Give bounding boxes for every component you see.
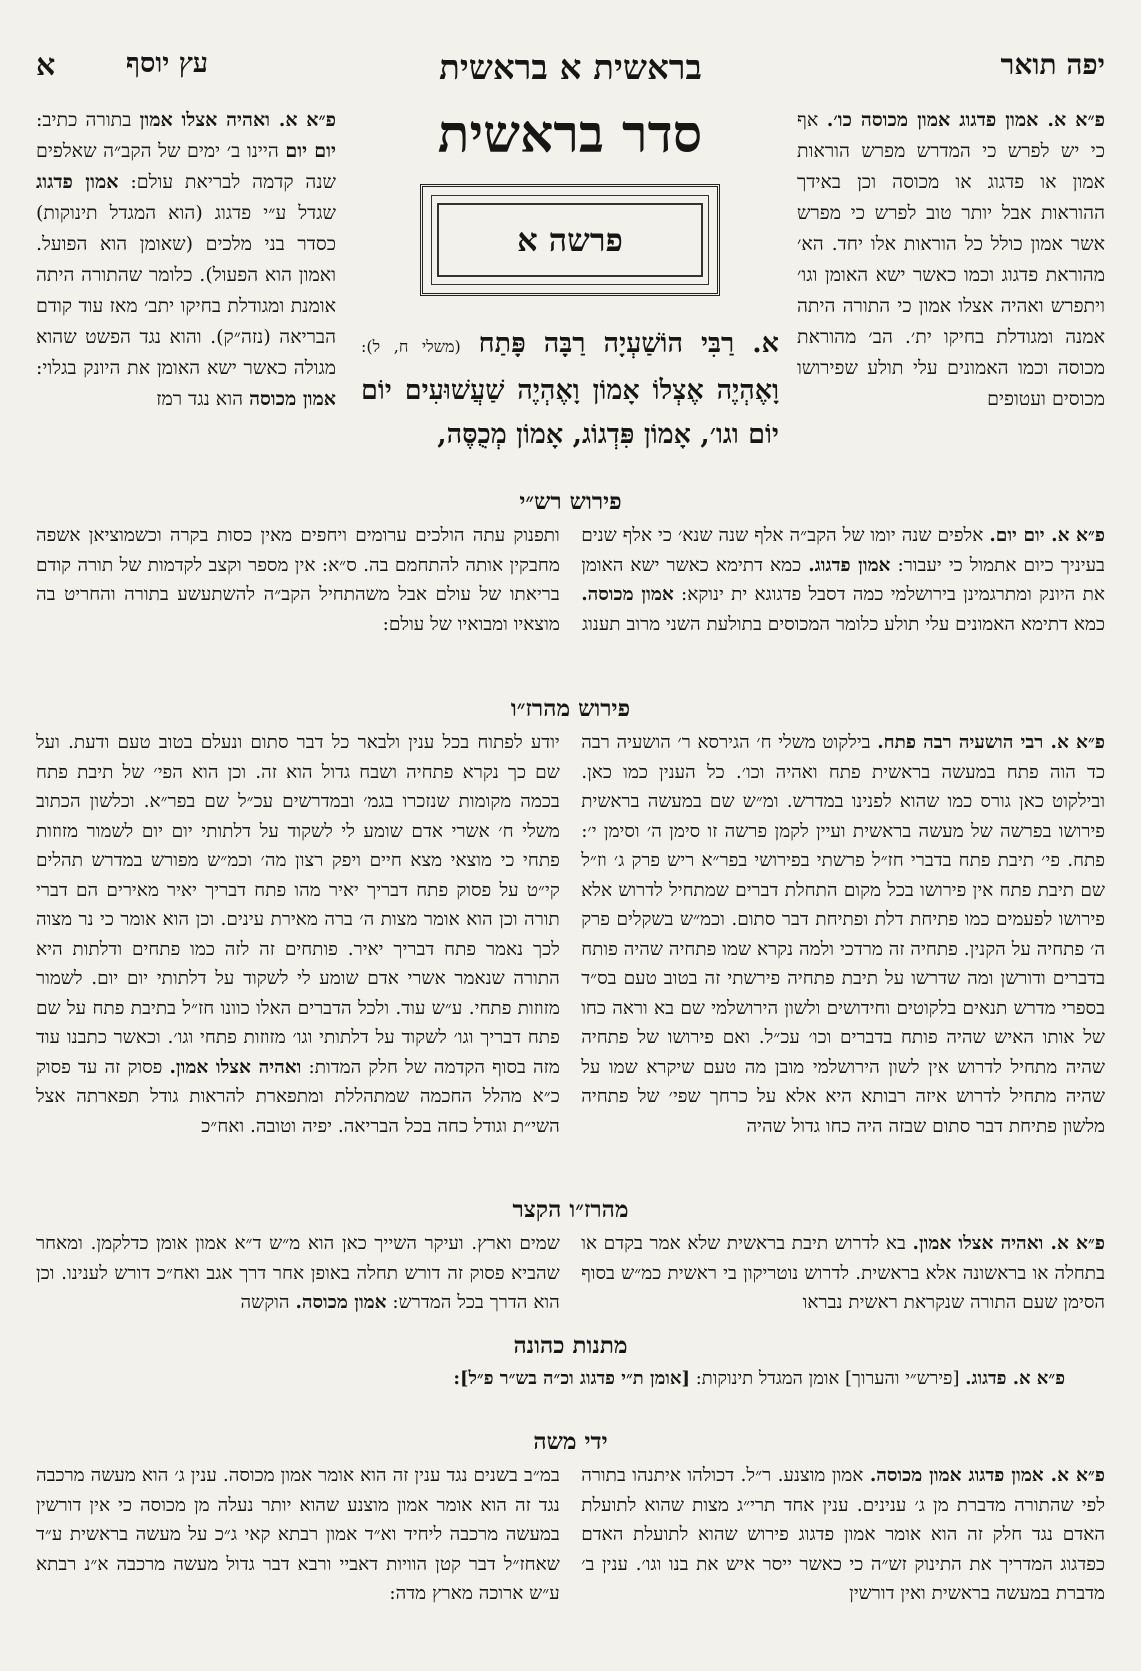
- maharzu-text: יודע לפתוח בכל ענין ולבאר כל דבר סתום ונעלם בטוב טעם ודעת. ועל שם כך נקרא פתחיה ושבח גדול הוא זה. וכן הוא הפי׳ של תיבת פתח בכמה מקומות שנזכרו בגמ׳ ובמדרשים עכ״ל שם בפר״א. וכלשון הכתוב משלי ח׳ אשרי אדם שומע לי לשקוד על דלתותי יום יום לשמור מזוזות פתחי כי מוצאי מצא חיים ויפק רצון מה׳ וכמ״ש מפורש במדרש תהלים קי״ט על פסוק פתח דבריך יאיר מהו פתח דבריך יאיר מאירים הם דברי תורה וכן הוא אומר מצות ה׳ ברה מאירת עינים. וכן הוא אומר כי נר מצוה לכך נאמר פתח דבריך יאיר. פותחים זה לזה כמו פתחים ודלתות היא התורה שנאמר אשרי אדם שומע לי לשקוד על דלתותי יום יום. לשמור מזוזות פתחי. ע״ש עוד. ולכל הדברים האלו כוונו חז״ל בתיבת פתח על שם פתח דבריך וגו׳ לשקוד על דלתותי וגו׳ מזוזות פתחי וגו׳. וכאשר כתבנו עוד מזה בסוף הקדמה של חלק המדות:: [36, 732, 560, 1078]
- rashi-heading: אמון מכוסה.: [581, 584, 674, 605]
- header-etz-yosef: עץ יוסף: [126, 48, 209, 79]
- maharzu-heading: ואהיה אצלו אמון.: [169, 1056, 302, 1078]
- maharzu-right-column: [581, 728, 1105, 1141]
- maharzu-katzar-section: [36, 1195, 1105, 1318]
- yedei-moshe-text: אמון מוצנע. ר״ל. דכולהו איתנהו בתורה לפי שהתורה מדברת מן ג׳ ענינים. ענין אחד תרי״ג מצות שהוא לתועלת האדם נגד חלק זה הוא אומר אמון פדגוג פירוש שהוא לתועלת האדם כפדגוג המדריך את התינוק זש״ה כי כאשר ייסר איש את בנו וגו׳. ענין ב׳ מדברת במעשה בראשית ואין דורשין: [581, 1465, 1105, 1604]
- maharzu-title: פירוש מהרז״ו: [510, 695, 631, 722]
- parasha-title: פרשה א: [437, 203, 703, 277]
- maharzu-section: [36, 694, 1105, 1141]
- yedei-moshe-text: במ״ב בשנים נגד ענין זה הוא אומר אמון מכוסה. ענין ג׳ הוא מעשה מרכבה נגד זה הוא אומר אמון מוצנע שהוא יותר נעלה מן מכוסה כי אין דורשין במעשה מרכבה ליחיד וא״ד אמון רבתא קאי ג״כ על מעשה בראשית ע״ד שאחז״ל דבר קטן הוויות דאביי ורבא דבר גדול מעשה מרכבה א״נ רבתא ע״ש ארוכה מארץ מדה:: [36, 1465, 560, 1604]
- rashi-lead: פ״א א. יום יום.: [989, 525, 1105, 546]
- rashi-text: ותפנוק עתה הולכים ערומים ויחפים מאין כסות בקרה וכשמוציאן אשפה מחבקין אותה להתחמם בה. ס״א: אין מספר וקצב לקדמות של תורה קודם בריאתו של עולם אבל משהתחיל הקב״ה להשתעשע בתורה והחריט בה מוצאיו ומבואיו של עולם:: [36, 525, 560, 635]
- etz-yosef-text: הוא נגד רמז: [156, 388, 244, 410]
- yefe-toar-lead: פ״א א. אמון פדגוג אמון מכוסה כו׳.: [826, 109, 1106, 131]
- yedei-moshe-left-column: [36, 1461, 560, 1609]
- etz-yosef-text: בתורה כתיב:: [36, 109, 132, 131]
- midrash-body: וָאֶהְיֶה אֶצְלוֹ אָמוֹן וָאֶהְיֶה שַׁעֲשׁוּעִים יוֹם יוֹם וגו׳, אָמוֹן פִּדְגוֹג, אָמוֹן מְכֻסֶּה,: [361, 375, 779, 450]
- matnot-kehuna-body: [פירש״י והערוך] אומן המגדל תינוקות:: [695, 1368, 960, 1389]
- etz-yosef-column: [36, 105, 336, 415]
- maharzu-katzar-text: בא לדרוש תיבת בראשית שלא אמר בקדם או בתחלה או בראשונה אלא בראשית. לדרוש נוטריקון בי ראשית כמ״ש בסוף הסימן שעם התורה שנקראת ראשית נבראו: [581, 1233, 1105, 1313]
- midrash-lead: א. רַבִּי הוֹשַׁעְיָה רַבָּה פָּתַח: [478, 328, 779, 359]
- matnot-kehuna-title: מתנות כהונה: [513, 1332, 628, 1359]
- yedei-moshe-right-column: [581, 1461, 1105, 1609]
- etz-yosef-heading: אמון מכוסה: [249, 388, 336, 410]
- etz-yosef-lead: פ״א א. ואהיה אצלו אמון: [139, 109, 337, 131]
- rashi-text: כמא דתימא כאשר ישא האומן את היונק ומתרגמינן בירושלמי כמה דסבל פדגוגא ית ינוקא:: [581, 554, 1105, 605]
- maharzu-katzar-text: שמים וארץ. ועיקר השייך כאן הוא מ״ש ד״א אמון אומן כדלקמן. ומאחר שהביא פסוק זה דורש תחלה באופן אחר דרך אגב ואח״כ דורש לענינו. וכן הוא הדרך בכל המדרש:: [36, 1233, 560, 1313]
- maharzu-katzar-title: מהרז״ו הקצר: [512, 1196, 629, 1223]
- rashi-section: [36, 487, 1105, 639]
- matnot-kehuna-section: [36, 1331, 1105, 1393]
- matnot-kehuna-note: [אומן ת״י פדגוג וכ״ה בש״ר פ״ל]:: [453, 1368, 690, 1389]
- rashi-right-column: [581, 521, 1105, 639]
- maharzu-left-column: [36, 728, 560, 1141]
- maharzu-text: בילקוט משלי ח׳ הגירסא ר׳ הושעיה רבה כד הוה פתח במעשה בראשית פתח ואהיה וכו׳. כל הענין כמו כאן. ובילקוט כאן גורס כמו שהוא לפנינו במדרש. ומ״ש שם במעשה בראשית פירושו בפרשה של מעשה בראשית ועיין לקמן פרשה זו סימן ה׳ וסימן י׳: פתח. פי׳ תיבת פתח בדברי חז״ל פרשתי בפירושי בפר״א ריש פרק ג׳ וז״ל שם תיבת פתח אין פירושו בכל מקום התחלת דברים שמתחיל לדרוש אלא פירושו לפעמים כמו פתיחת דלת ופתיחת דבר סתום. וכמ״ש בשקלים פרק ה׳ פתחיה על הקנין. פתחיה זה מרדכי ולמה נקרא שמו פתחיה שהיה פותח בדברים ודורשן ומה שדרשו על תיבת פתחיה פירשתי זה בטוב טעם בס״ד בספרי מדרש תנאים בלקוטים וחידושים ולשון הירושלמי שם בא וראה כחו של אותו האיש שהיה פותח בדברים וכו׳ עכ״ל. ואם פירושו של פתחיה שהיה מתחיל לדרוש אין לשון הירושלמי מובן מה טעם שיקרא שמו על שהיה מתחיל לדרוש איזה רבותא היא אלא על כרחך שפי׳ של פתחיה מלשון פתיחת דבר סתום שבזה היה כחו גדול שהיה: [581, 732, 1105, 1137]
- etz-yosef-heading: אמון פדגוג: [36, 171, 119, 193]
- etz-yosef-heading: יום יום: [285, 140, 336, 162]
- maharzu-katzar-lead: פ״א א. ואהיה אצלו אמון.: [912, 1233, 1105, 1254]
- yedei-moshe-section: [36, 1427, 1105, 1609]
- yefe-toar-text: אף כי יש לפרש כי המדרש מפרש הוראות אמון או פדגוג או מכוסה וכן באידך ההוראות אבל יותר טוב לפרש כי מפרש אשר אמון כולל כל הוראות אלו יחד. הא׳ מהוראת פדגוג וכמו כאשר ישא האומן וגו׳ ויתפרש ואהיה אצלו אמון כי התורה היתה אמנה ומגודלת בחיקו ית׳. הב׳ מהוראת מכוסה וכמו האמונים עלי תולע שפירושו מכוסים ועטופים: [797, 109, 1105, 410]
- rashi-text: אלפים שנה יומו של הקב״ה אלף שנה שנא׳ כי אלף שנים בעיניך כיום אתמול כי יעבור:: [581, 525, 1105, 576]
- rashi-heading: אמון פדגוג.: [808, 554, 891, 576]
- matnot-kehuna-text: [36, 1365, 1105, 1393]
- header-book-title: בראשית א בראשית: [439, 48, 702, 88]
- parasha-frame: [420, 184, 720, 296]
- maharzu-lead: פ״א א. רבי הושעיה רבה פתח.: [877, 732, 1105, 753]
- etz-yosef-text: היינו ב׳ ימים של הקב״ה שאלפים שנה קדמה לבריאת עולם:: [36, 140, 336, 193]
- yefe-toar-column: [797, 105, 1105, 415]
- matnot-kehuna-lead: פ״א א. פדגוג.: [965, 1368, 1065, 1389]
- verse-reference: (משלי ח, ל):: [361, 337, 461, 356]
- running-header: [36, 48, 1105, 94]
- rashi-title: פירוש רש״י: [519, 488, 622, 515]
- midrash-text: [361, 322, 779, 457]
- yedei-moshe-title: ידי משה: [533, 1428, 608, 1455]
- maharzu-katzar-heading: אמון מכוסה.: [295, 1292, 387, 1313]
- yedei-moshe-lead: פ״א א. אמון פדגוג אמון מכוסה.: [869, 1465, 1105, 1486]
- main-text-block: [361, 100, 779, 457]
- header-yefe-toar: יפה תואר: [1000, 48, 1105, 81]
- etz-yosef-text: שגדל ע״י פדגוג (הוא המגדל תינוקות) כסדר בני מלכים (שאומן הוא הפועל. ואמון הוא הפעול). כלומר שהתורה היתה אומנת ומגודלת בחיקו יתב׳ מאז עוד קודם הבריאה (נזה״ק). והוא נגד הפשט שהוא מגולה כאשר ישא האומן את היונק בגלוי:: [36, 202, 336, 379]
- seder-title: סדר בראשית: [437, 104, 703, 165]
- rashi-text: כמא דתימא האמונים עלי תולע כלומר המכוסים בתולעת השני מרוב תענוג: [581, 613, 1105, 635]
- rashi-left-column: [36, 521, 560, 639]
- maharzu-katzar-right-column: [581, 1229, 1105, 1318]
- maharzu-katzar-left-column: [36, 1229, 560, 1318]
- maharzu-katzar-text: הוקשה: [240, 1292, 290, 1313]
- header-page-letter: א: [36, 48, 56, 83]
- maharzu-text: פסוק זה עד פסוק כ״א מהלל החכמה שמתהללת ומתפארת להראות גודל תפארתה אצל השי״ת וגודל כחה בכל הבריאה. יפיה וטובה. ואח״כ: [36, 1056, 560, 1137]
